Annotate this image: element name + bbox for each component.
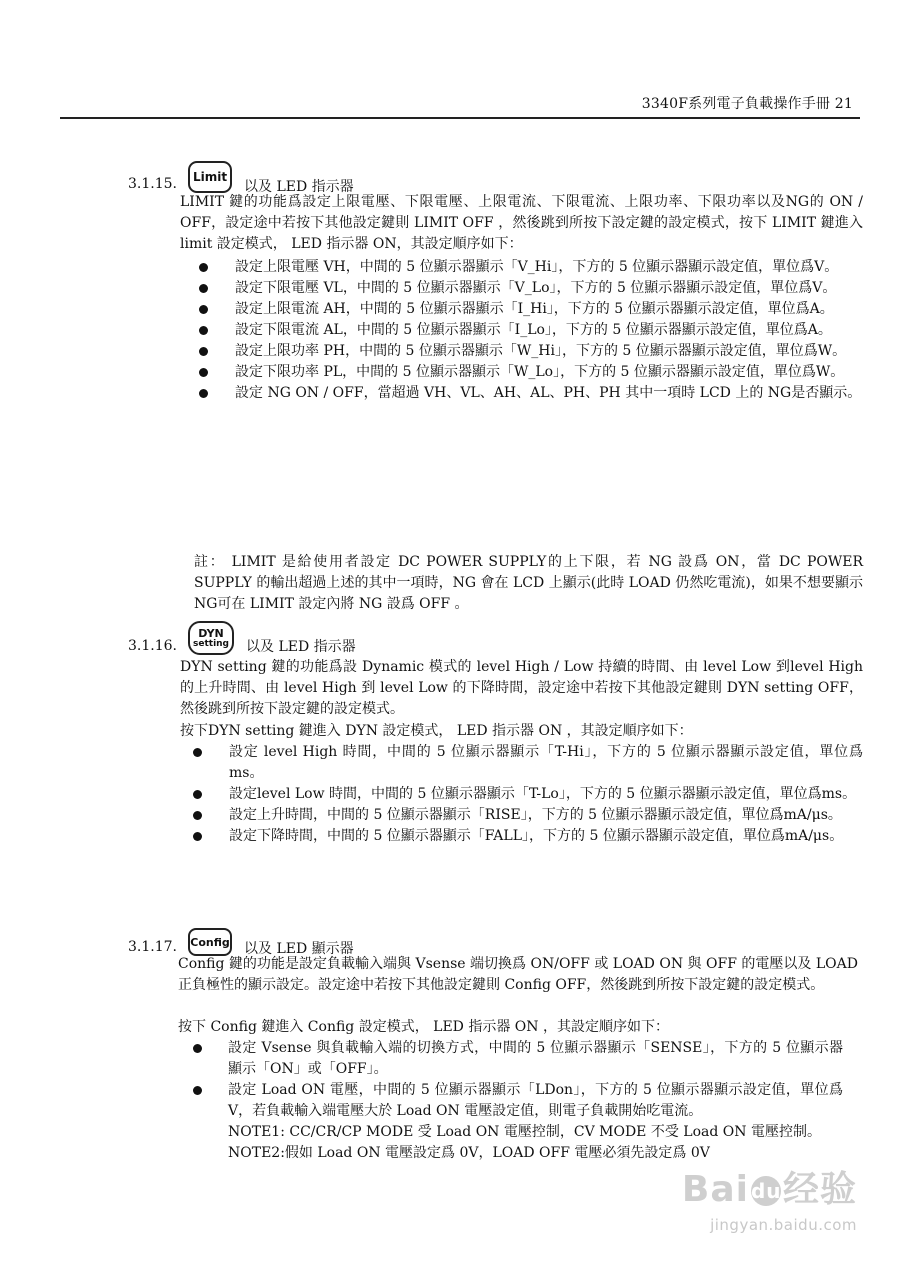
list-item: 設定上限電壓 VH，中間的 5 位顯示器顯示「V_Hi」，下方的 5 位顯示器顯示設定值，單位爲V。 <box>199 257 863 278</box>
config-intro-2: 按下 Config 鍵進入 Config 設定模式， LED 指示器 ON ，其設定順序如下： <box>178 1019 669 1035</box>
section-dyn-heading <box>128 620 356 656</box>
baidu-jingyan-watermark <box>682 1170 857 1234</box>
limit-intro: LIMIT 鍵的功能爲設定上限電壓、下限電壓、上限電流、下限電流、上限功率、下限功率以及NG的 ON / OFF，設定途中若按下其他設定鍵則 LIMIT OFF ，然後跳到所按下設定鍵的設定模式，按下 LIMIT 鍵進入 limit 設定模式， LED 指示器 ON，其設定順序如下： <box>180 194 863 252</box>
header-rule <box>60 117 860 119</box>
bullet-icon <box>199 284 208 293</box>
list-item: 設定下限電流 AL，中間的 5 位顯示器顯示「I_Lo」，下方的 5 位顯示器顯示設定值，單位爲A。 <box>199 320 863 341</box>
list-item: 設定上限電流 AH，中間的 5 位顯示器顯示「I_Hi」，下方的 5 位顯示器顯示設定值，單位爲A。 <box>199 299 863 320</box>
paw-icon: du <box>751 1176 781 1206</box>
section-number: 3.1.15. <box>128 176 177 192</box>
section-limit-heading <box>128 158 354 196</box>
dyn-list <box>193 742 863 847</box>
config-note-1: NOTE1: CC/CR/CP MODE 受 Load ON 電壓控制，CV MODE 不受 Load ON 電壓控制。 <box>228 1124 821 1140</box>
list-item: 設定 Vsense 與負載輸入端的切換方式，中間的 5 位顯示器顯示「SENSE」，下方的 5 位顯示器顯示「ON」或「OFF」。 <box>193 1038 843 1080</box>
bullet-icon <box>193 1044 202 1053</box>
list-item: 設定下降時間，中間的 5 位顯示器顯示「FALL」，下方的 5 位顯示器顯示設定值，單位爲mA/μs。 <box>193 826 863 847</box>
baidu-logo: Bai du经验 <box>681 1169 857 1210</box>
config-intro: Config 鍵的功能是設定負載輸入端與 Vsense 端切換爲 ON/OFF 或 LOAD ON 與 OFF 的電壓以及 LOAD 正負極性的顯示設定。設定途中若按下其他設定鍵則 Config OFF，然後跳到所按下設定鍵的設定模式。 <box>178 956 858 993</box>
limit-list <box>199 257 863 404</box>
config-note-2: NOTE2:假如 Load ON 電壓設定爲 0V，LOAD OFF 電壓必須先設定爲 0V <box>228 1145 710 1161</box>
config-list <box>193 1038 843 1164</box>
bullet-icon <box>199 389 208 398</box>
list-item: 設定下限電壓 VL，中間的 5 位顯示器顯示「V_Lo」，下方的 5 位顯示器顯示設定值，單位爲V。 <box>199 278 863 299</box>
section-number: 3.1.17. <box>128 939 177 955</box>
bullet-icon <box>199 263 208 272</box>
bullet-icon <box>199 368 208 377</box>
config-key-icon: Config <box>188 928 232 956</box>
bullet-icon <box>199 305 208 314</box>
list-item: 設定 NG ON / OFF，當超過 VH、VL、AH、AL、PH、PH 其中一項時 LCD 上的 NG是否顯示。 <box>199 383 863 404</box>
bullet-icon <box>193 1086 202 1095</box>
limit-note: 註： LIMIT 是給使用者設定 DC POWER SUPPLY的上下限，若 NG 設爲 ON，當 DC POWER SUPPLY 的輸出超過上述的其中一項時，NG 會在 LCD 上顯示(此時 LOAD 仍然吃電流)，如果不想要顯示NG可在 LIMIT 設定內將 NG 設爲 OFF 。 <box>194 554 863 612</box>
page-header: 3340F系列電子負載操作手冊 21 <box>641 96 853 112</box>
dyn-setting-key-icon: DYN setting <box>188 621 234 655</box>
list-item: 設定上限功率 PH，中間的 5 位顯示器顯示「W_Hi」，下方的 5 位顯示器顯示設定值，單位爲W。 <box>199 341 863 362</box>
bullet-icon <box>193 832 202 841</box>
bullet-icon <box>193 748 202 757</box>
dyn-intro: DYN setting 鍵的功能爲設 Dynamic 模式的 level High / Low 持續的時間、由 level Low 到level High 的上升時間、由 level High 到 level Low 的下降時間，設定途中若按下其他設定鍵則 DYN setting OFF，然後跳到所按下設定鍵的設定模式。 <box>180 659 863 717</box>
section-title: 以及 LED 顯示器 <box>244 941 354 957</box>
watermark-url: jingyan.baidu.com <box>710 1216 857 1234</box>
dyn-intro-2: 按下DYN setting 鍵進入 DYN 設定模式， LED 指示器 ON ，其設定順序如下： <box>180 723 693 739</box>
list-item: 設定上升時間，中間的 5 位顯示器顯示「RISE」，下方的 5 位顯示器顯示設定值，單位爲mA/μs。 <box>193 805 863 826</box>
bullet-icon <box>199 326 208 335</box>
section-title: 以及 LED 指示器 <box>246 639 356 655</box>
bullet-icon <box>193 811 202 820</box>
config-item-load-on: 設定 Load ON 電壓，中間的 5 位顯示器顯示「LDon」，下方的 5 位顯示器顯示設定值，單位爲 V，若負載輸入端電壓大於 Load ON 電壓設定值，則電子負載開始吃電流。 <box>228 1082 843 1119</box>
list-item: 設定level Low 時間，中間的 5 位顯示器顯示「T-Lo」，下方的 5 位顯示器顯示設定值，單位爲ms。 <box>193 784 863 805</box>
list-item <box>193 1080 843 1164</box>
bullet-icon <box>199 347 208 356</box>
list-item: 設定下限功率 PL，中間的 5 位顯示器顯示「W_Lo」，下方的 5 位顯示器顯示設定值，單位爲W。 <box>199 362 863 383</box>
limit-key-icon: Limit <box>188 161 232 193</box>
section-number: 3.1.16. <box>128 638 177 654</box>
bullet-icon <box>193 790 202 799</box>
section-title: 以及 LED 指示器 <box>244 179 354 195</box>
list-item: 設定 level High 時間，中間的 5 位顯示器顯示「T-Hi」，下方的 5 位顯示器顯示設定值，單位爲ms。 <box>193 742 863 784</box>
